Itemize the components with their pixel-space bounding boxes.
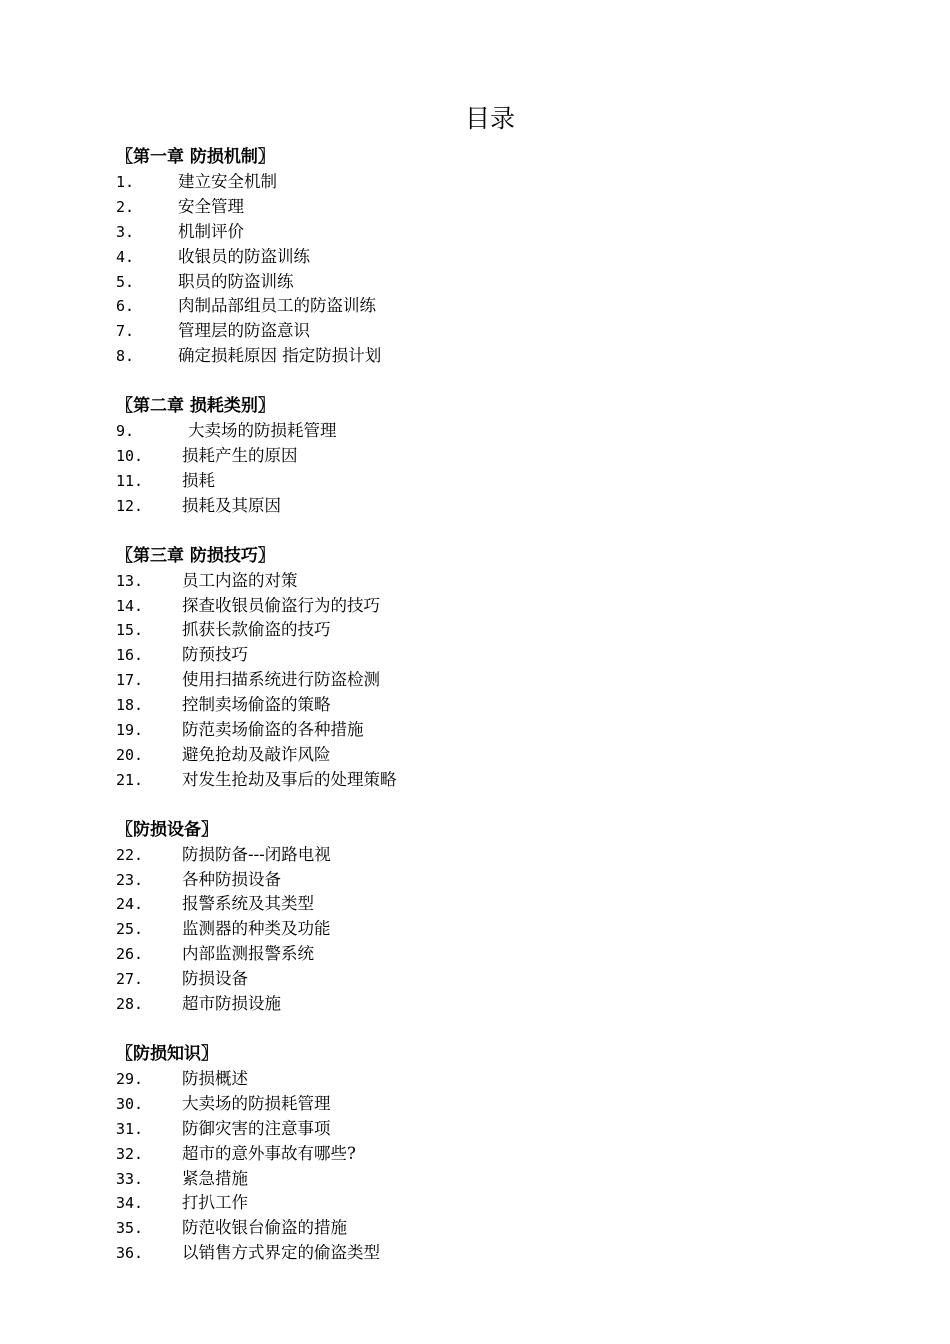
page-title: 目录 [464,104,515,133]
toc-entry [116,718,896,743]
entry-label: 防范卖场偷盗的各种措施 [182,720,364,740]
entry-number: 32. [116,1144,144,1163]
entry-number: 2. [116,197,135,216]
entry-label: 员工内盗的对策 [182,570,298,590]
toc-entry [116,868,896,893]
toc-entry [116,643,896,668]
toc-entry [116,294,896,319]
toc-entry [116,843,896,868]
toc-section-4 [116,818,896,1017]
entry-label: 打扒工作 [182,1193,248,1213]
toc-entry [116,170,896,195]
toc-entry [116,942,896,967]
entry-label: 紧急措施 [182,1168,248,1188]
entry-label: 确定损耗原因 指定防损计划 [178,346,382,366]
toc-entry [116,1092,896,1117]
entry-number: 24. [116,895,144,914]
toc-entry [116,1067,896,1092]
toc-entry [116,344,896,369]
entry-label: 防御灾害的注意事项 [182,1118,331,1138]
toc-entry [116,618,896,643]
entry-label: 防损概述 [182,1068,248,1088]
toc-entry [116,1191,896,1216]
entry-number: 12. [116,496,144,515]
entry-number: 16. [116,646,144,665]
toc-entry [116,1117,896,1142]
entry-label: 机制评价 [178,221,244,241]
entry-number: 23. [116,870,144,889]
entry-label: 收银员的防盗训练 [178,246,310,266]
entry-number: 17. [116,671,144,690]
toc-entry [116,594,896,619]
section-heading: 〖第三章 防损技巧〗 [116,545,275,566]
toc-entry [116,220,896,245]
entry-number: 31. [116,1119,144,1138]
entry-number: 33. [116,1169,144,1188]
entry-label: 使用扫描系统进行防盗检测 [182,670,380,690]
entry-number: 7. [116,322,135,341]
toc-entry [116,245,896,270]
entry-number: 25. [116,920,144,939]
entry-label: 管理层的防盗意识 [178,321,310,341]
toc-section-3 [116,544,896,793]
entry-number: 20. [116,745,144,764]
toc-entry [116,1167,896,1192]
entry-label: 肉制品部组员工的防盗训练 [178,296,376,316]
toc-entry [116,270,896,295]
toc-entry [116,768,896,793]
entry-number: 13. [116,571,144,590]
entry-number: 21. [116,770,144,789]
toc-section-5 [116,1042,896,1266]
entry-label: 防损设备 [182,969,248,989]
entry-number: 22. [116,845,144,864]
entry-label: 以销售方式界定的偷盗类型 [182,1243,380,1263]
entry-number: 5. [116,272,135,291]
section-heading: 〖防损设备〗 [116,819,218,840]
entry-number: 28. [116,995,144,1014]
entry-label: 各种防损设备 [182,869,281,889]
entry-label: 监测器的种类及功能 [182,919,331,939]
entry-number: 15. [116,621,144,640]
toc-entry [116,1241,896,1266]
entry-number: 6. [116,297,135,316]
toc-entry [116,469,896,494]
entry-number: 14. [116,596,144,615]
toc-entry [116,1142,896,1167]
entry-number: 29. [116,1069,144,1088]
entry-number: 34. [116,1194,144,1213]
toc-section-2 [116,394,896,519]
entry-label: 职员的防盗训练 [178,271,294,291]
table-of-contents [116,145,896,1291]
toc-entry [116,569,896,594]
entry-number: 35. [116,1219,144,1238]
entry-label: 大卖场的防损耗管理 [182,1093,331,1113]
toc-entry [116,494,896,519]
entry-number: 30. [116,1094,144,1113]
entry-label: 超市的意外事故有哪些? [182,1143,356,1163]
toc-entry [116,668,896,693]
entry-label: 避免抢劫及敲诈风险 [182,744,331,764]
entry-number: 36. [116,1244,144,1263]
entry-number: 9. [116,422,135,441]
toc-entry [116,1216,896,1241]
entry-number: 1. [116,173,135,191]
entry-label: 损耗 [182,470,215,490]
entry-label: 大卖场的防损耗管理 [188,421,337,441]
entry-label: 内部监测报警系统 [182,944,314,964]
entry-label: 安全管理 [178,196,244,216]
toc-entry [116,892,896,917]
entry-label: 控制卖场偷盗的策略 [182,695,331,715]
entry-label: 抓获长款偷盗的技巧 [182,620,331,640]
entry-number: 27. [116,970,144,989]
toc-entry [116,992,896,1017]
toc-entry [116,967,896,992]
entry-number: 18. [116,696,144,715]
toc-section-1 [116,145,896,369]
entry-number: 3. [116,222,135,241]
toc-entry [116,195,896,220]
entry-number: 11. [116,471,144,490]
toc-entry [116,693,896,718]
section-heading: 〖第一章 防损机制〗 [116,147,275,167]
entry-number: 8. [116,347,135,366]
entry-label: 损耗及其原因 [182,495,281,515]
entry-label: 损耗产生的原因 [182,446,298,466]
entry-label: 建立安全机制 [178,172,277,191]
toc-entry [116,917,896,942]
entry-number: 19. [116,721,144,740]
toc-entry [116,444,896,469]
entry-number: 26. [116,945,144,964]
section-heading: 〖第二章 损耗类别〗 [116,396,275,417]
section-heading: 〖防损知识〗 [116,1043,218,1064]
toc-entry [116,319,896,344]
entry-label: 探查收银员偷盗行为的技巧 [182,595,380,615]
entry-label: 防预技巧 [182,645,248,665]
entry-label: 防范收银台偷盗的措施 [182,1218,347,1238]
toc-entry [116,419,896,444]
toc-entry [116,743,896,768]
entry-label: 报警系统及其类型 [182,894,314,914]
entry-label: 超市防损设施 [182,994,281,1014]
entry-number: 4. [116,247,135,266]
entry-number: 10. [116,447,144,466]
entry-label: 对发生抢劫及事后的处理策略 [182,769,397,789]
entry-label: 防损防备---闭路电视 [182,844,331,864]
